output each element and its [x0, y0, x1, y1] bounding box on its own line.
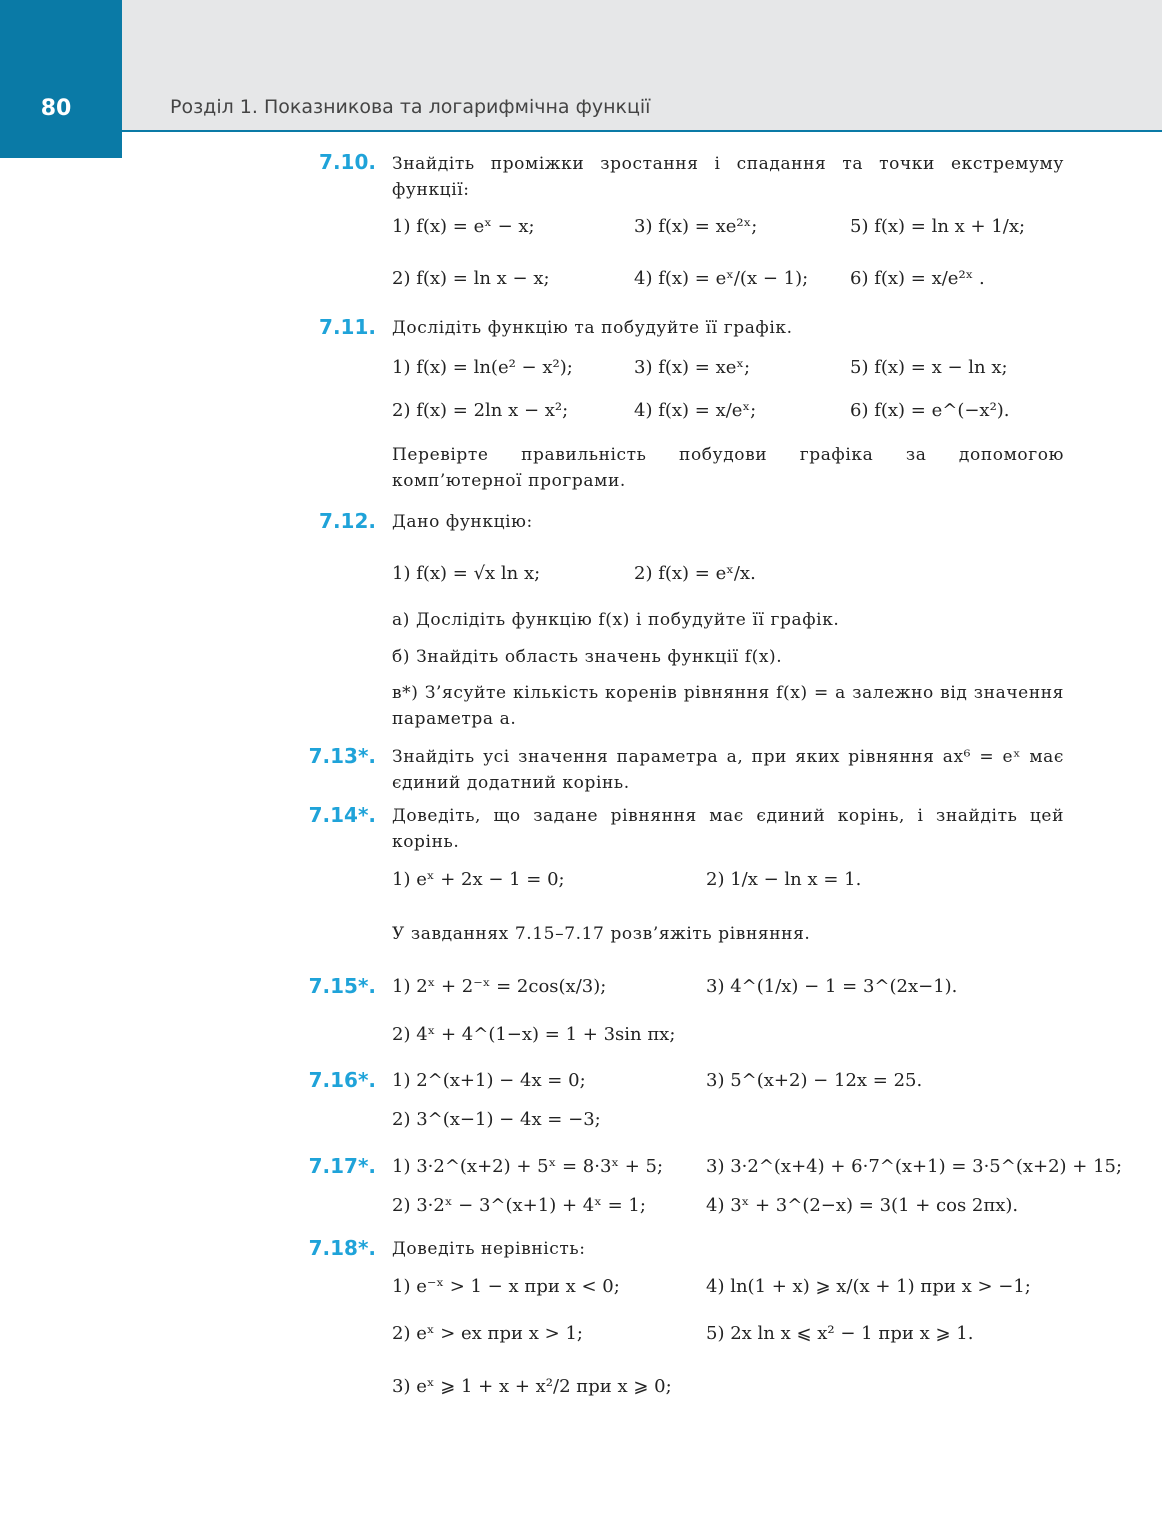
formula: 2) 3^(x−1) − 4x = −3;	[392, 1109, 601, 1130]
formula: 1) 2ˣ + 2⁻ˣ = 2cos(x/3);	[392, 976, 607, 997]
problem-number-7-12: 7.12.	[319, 509, 376, 533]
formula: 4) f(x) = x/eˣ;	[634, 400, 757, 421]
problem-number-7-16: 7.16*.	[308, 1068, 376, 1092]
formula: 2) 4ˣ + 4^(1−x) = 1 + 3sin πx;	[392, 1024, 676, 1045]
formula: 2) f(x) = eˣ/x.	[634, 563, 756, 584]
problem-text-7-10: Знайдіть проміжки зростання і спадання та точки екстремуму функції:	[392, 154, 1064, 200]
formula: 1) 2^(x+1) − 4x = 0;	[392, 1070, 586, 1091]
problem-text-7-14: Доведіть, що задане рівняння має єдиний корінь, і знайдіть цей корінь.	[392, 806, 1064, 852]
problem-number-7-10: 7.10.	[319, 150, 376, 174]
formula: 1) e⁻ˣ > 1 − x при x < 0;	[392, 1276, 620, 1297]
formula: 1) f(x) = eˣ − x;	[392, 216, 535, 237]
problem-text-7-18: Доведіть нерівність:	[392, 1239, 586, 1259]
page-number: 80	[40, 96, 72, 121]
problem-number-7-15: 7.15*.	[308, 974, 376, 998]
formula: 3) 3·2^(x+4) + 6·7^(x+1) = 3·5^(x+2) + 15;	[706, 1156, 1123, 1177]
formula: 6) f(x) = e^(−x²).	[850, 400, 1010, 421]
formula: 5) f(x) = ln x + 1/x;	[850, 216, 1026, 237]
formula: 5) f(x) = x − ln x;	[850, 357, 1008, 378]
subtask-a: а) Дослідіть функцію f(x) і побудуйте її графік.	[392, 610, 840, 630]
formula: 5) 2x ln x ⩽ x² − 1 при x ⩾ 1.	[706, 1323, 974, 1344]
formula: 2) 1/x − ln x = 1.	[706, 869, 862, 890]
problem-number-7-17: 7.17*.	[308, 1154, 376, 1178]
formula: 3) f(x) = xe²ˣ;	[634, 216, 758, 237]
formula: 1) eˣ + 2x − 1 = 0;	[392, 869, 565, 890]
problem-number-7-14: 7.14*.	[308, 803, 376, 827]
formula: 1) f(x) = √x ln x;	[392, 563, 541, 584]
formula: 1) 3·2^(x+2) + 5ˣ = 8·3ˣ + 5;	[392, 1156, 664, 1177]
formula: 2) 3·2ˣ − 3^(x+1) + 4ˣ = 1;	[392, 1195, 646, 1216]
formula: 2) f(x) = 2ln x − x²;	[392, 400, 569, 421]
formula: 3) 4^(1/x) − 1 = 3^(2x−1).	[706, 976, 958, 997]
formula: 2) eˣ > ex при x > 1;	[392, 1323, 583, 1344]
subtask-c: в*) З’ясуйте кількість коренів рівняння f(x) = a залежно від значення параметра a.	[392, 683, 1064, 729]
formula: 4) 3ˣ + 3^(2−x) = 3(1 + cos 2πx).	[706, 1195, 1019, 1216]
intro-text: У завданнях 7.15–7.17 розв’яжіть рівняння.	[392, 924, 811, 944]
problem-note-7-11: Перевірте правильність побудови графіка за допомогою комп’ютерної програми.	[392, 445, 1064, 491]
formula: 6) f(x) = x/e²ˣ .	[850, 268, 985, 289]
formula: 3) 5^(x+2) − 12x = 25.	[706, 1070, 923, 1091]
subtask-b: б) Знайдіть область значень функції f(x).	[392, 647, 783, 667]
formula: 2) f(x) = ln x − x;	[392, 268, 550, 289]
problem-number-7-18: 7.18*.	[308, 1236, 376, 1260]
problem-text-7-12: Дано функцію:	[392, 512, 533, 532]
problem-number-7-13: 7.13*.	[308, 744, 376, 768]
problem-text-7-13: Знайдіть усі значення параметра a, при яких рівняння ax⁶ = eˣ має єдиний додатний корінь.	[392, 747, 1064, 793]
formula: 1) f(x) = ln(e² − x²);	[392, 357, 573, 378]
formula: 3) f(x) = xeˣ;	[634, 357, 751, 378]
chapter-title: Розділ 1. Показникова та логарифмічна функції	[170, 96, 651, 118]
problem-number-7-11: 7.11.	[319, 315, 376, 339]
formula: 4) ln(1 + x) ⩾ x/(x + 1) при x > −1;	[706, 1276, 1031, 1297]
formula: 3) eˣ ⩾ 1 + x + x²/2 при x ⩾ 0;	[392, 1376, 672, 1397]
problem-text-7-11: Дослідіть функцію та побудуйте її графік.	[392, 318, 793, 338]
formula: 4) f(x) = eˣ/(x − 1);	[634, 268, 809, 289]
page-number-tab	[0, 0, 122, 158]
